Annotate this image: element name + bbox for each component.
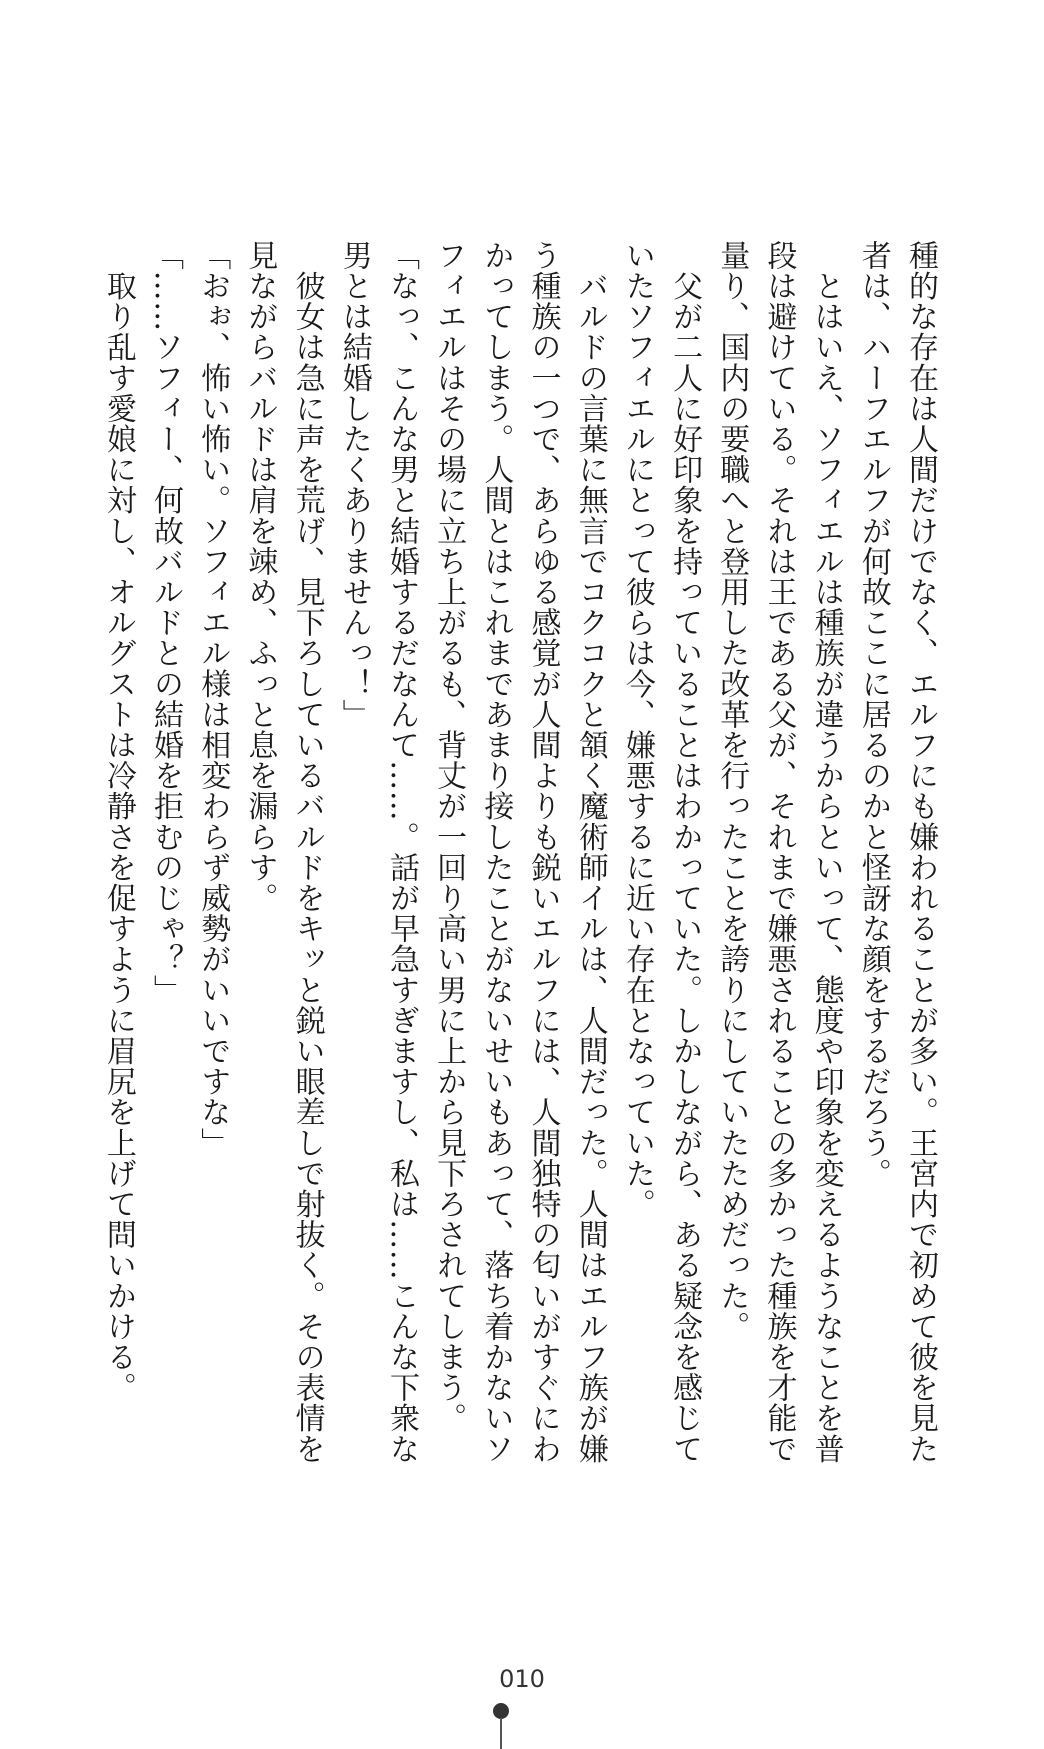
text-column: いたソフィエルにとって彼らは今、嫌悪するに近い存在となっていた。 — [619, 240, 655, 1220]
text-column: 父が二人に好印象を持っていることはわかっていた。しかしながら、ある疑念を感じて — [667, 240, 703, 1464]
page-marker-line — [500, 1718, 502, 1749]
text-column: 彼女は急に声を荒げ、見下ろしているバルドをキッと鋭い眼差しで射抜く。その表情を — [289, 240, 325, 1464]
vertical-text-body — [95, 240, 944, 1470]
text-column: 段は避けている。それは王である父が、それまで嫌悪されることの多かった種族を才能で — [761, 240, 797, 1464]
text-column: 種的な存在は人間だけでなく、エルフにも嫌われることが多い。王宮内で初めて彼を見た — [903, 240, 938, 1464]
text-column: フィエルはその場に立ち上がるも、背丈が一回り高い男に上から見下ろされてしまう。 — [431, 240, 467, 1434]
text-column: 男とは結婚したくありませんっ！」 — [336, 240, 372, 730]
text-column: 「おぉ、怖い怖い。ソフィエル様は相変わらず威勢がいいですな」 — [195, 240, 231, 1158]
text-column: 「……ソフィー、何故バルドとの結婚を拒むのじゃ？」 — [148, 240, 183, 1005]
text-column: 取り乱す愛娘に対し、オルグストは冷静さを促すように眉尻を上げて問いかける。 — [100, 240, 136, 1403]
text-column: う種族の一つで、あらゆる感覚が人間よりも鋭いエルフには、人間独特の匂いがすぐにわ — [525, 240, 561, 1464]
page-number: 010 — [499, 1665, 545, 1693]
text-column: 「なっ、こんな男と結婚するだなんて……。話が早急すぎますし、私は……こんな下衆な — [383, 240, 419, 1464]
text-column: バルドの言葉に無言でコクコクと頷く魔術師イルは、人間だった。人間はエルフ族が嫌 — [572, 240, 608, 1464]
page-marker-dot — [493, 1703, 509, 1719]
text-column: 見ながらバルドは肩を竦め、ふっと息を漏らす。 — [242, 240, 278, 914]
text-column: 量り、国内の要職へと登用した改革を行ったことを誇りにしていたためだった。 — [714, 240, 750, 1342]
text-column: かってしまう。人間とはこれまであまり接したことがないせいもあって、落ち着かないソ — [478, 240, 514, 1464]
text-column: とはいえ、ソフィエルは種族が違うからといって、態度や印象を変えるようなことを普 — [808, 240, 844, 1464]
text-column: 者は、ハーフエルフが何故ここに居るのかと怪訝な顔をするだろう。 — [855, 240, 891, 1189]
